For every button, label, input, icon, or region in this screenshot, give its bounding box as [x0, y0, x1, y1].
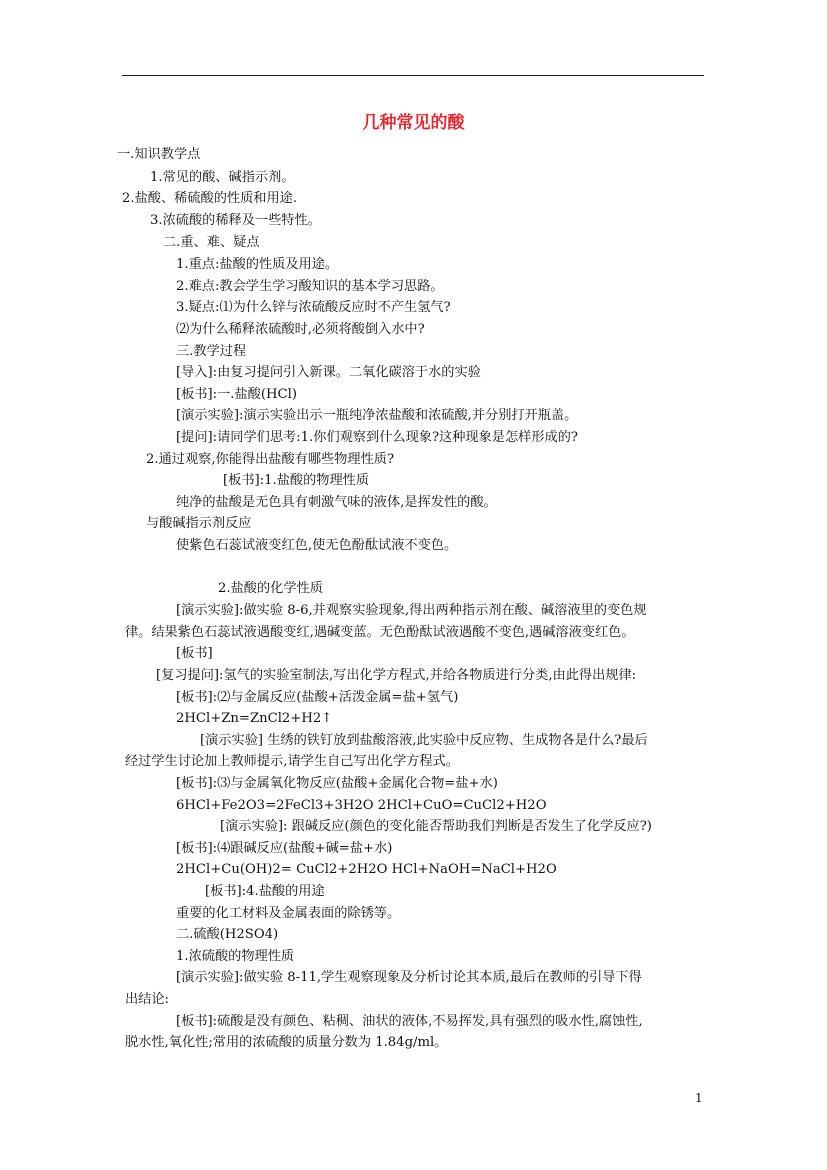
document-title: 几种常见的酸	[362, 113, 465, 133]
text-line: [演示实验]:演示实验出示一瓶纯净浓盐酸和浓硫酸,并分别打开瓶盖。	[176, 408, 578, 423]
text-line: 2HCl+Cu(OH)2= CuCl2+2H2O HCl+NaOH=NaCl+H2O	[176, 862, 557, 877]
text-line: 经过学生讨论加上教师提示,请学生自己写出化学方程式。	[125, 754, 459, 769]
text-line: 3.疑点:⑴为什么锌与浓硫酸反应时不产生氢气?	[176, 300, 451, 315]
text-line: 2.通过观察,你能得出盐酸有哪些物理性质?	[146, 452, 395, 467]
text-line: [板书]:一.盐酸(HCl)	[176, 387, 297, 402]
text-line: 3.浓硫酸的稀释及一些特性。	[150, 213, 321, 228]
text-line: 二.重、难、疑点	[163, 235, 260, 250]
text-line: [演示实验] 生绣的铁钉放到盐酸溶液,此实验中反应物、生成物各是什么?最后	[200, 733, 648, 748]
text-line: 1.重点:盐酸的性质及用途。	[176, 257, 339, 272]
text-line: [板书]:⑷跟碱反应(盐酸+碱=盐+水)	[176, 841, 393, 856]
text-line: [导入]:由复习提问引入新课。二氧化碳溶于水的实验	[176, 365, 481, 380]
text-line: 二.硫酸(H2SO4)	[176, 927, 279, 942]
text-line: 一.知识教学点	[117, 147, 201, 162]
text-line: [板书]	[176, 646, 213, 661]
text-line: 律。结果紫色石蕊试液遇酸变红,遇碱变蓝。无色酚酞试液遇酸不变色,遇碱溶液变红色。	[125, 625, 635, 640]
text-line: [复习提问]:氢气的实验室制法,写出化学方程式,并给各物质进行分类,由此得出规律:	[156, 668, 637, 683]
text-line: 1.常见的酸、碱指示剂。	[150, 170, 295, 185]
text-line: [演示实验]:做实验 8-6,并观察实验现象,得出两种指示剂在酸、碱溶液里的变色规	[176, 603, 647, 618]
text-line: [板书]:⑶与金属氧化物反应(盐酸+金属化合物=盐+水)	[176, 776, 498, 791]
header-rule	[122, 75, 704, 76]
text-line: 2.难点:教会学生学习酸知识的基本学习思路。	[176, 279, 444, 294]
text-line: 2.盐酸的化学性质	[218, 581, 323, 596]
text-line: [板书]:⑵与金属反应(盐酸+活泼金属=盐+氢气)	[176, 690, 459, 705]
text-line: [提问]:请同学们思考:1.你们观察到什么现象?这种现象是怎样形成的?	[176, 430, 578, 445]
text-line: 出结论:	[125, 992, 170, 1007]
text-line: [板书]:硫酸是没有颜色、粘稠、油状的液体,不易挥发,具有强烈的吸水性,腐蚀性,	[176, 1014, 643, 1029]
text-line: [演示实验]: 跟碱反应(颜色的变化能否帮助我们判断是否发生了化学反应?)	[220, 819, 652, 834]
text-line: 2.盐酸、稀硫酸的性质和用途.	[122, 191, 298, 206]
text-line: 2HCl+Zn=ZnCl2+H2↑	[176, 711, 333, 726]
text-line: 三.教学过程	[176, 344, 247, 359]
text-line: [演示实验]:做实验 8-11,学生观察现象及分析讨论其本质,最后在教师的引导下得	[176, 970, 642, 985]
text-line: 重要的化工材料及金属表面的除锈等。	[176, 906, 401, 921]
page-number: 1	[695, 1091, 703, 1105]
text-line: ⑵为什么稀释浓硫酸时,必须将酸倒入水中?	[176, 322, 425, 337]
text-line: [板书]:4.盐酸的用途	[205, 884, 325, 899]
text-line: 1.浓硫酸的物理性质	[176, 949, 295, 964]
text-line: 纯净的盐酸是无色具有刺激气味的液体,是挥发性的酸。	[176, 495, 497, 510]
text-line: 6HCl+Fe2O3=2FeCl3+3H2O 2HCl+CuO=CuCl2+H2O	[176, 798, 547, 813]
text-line: 脱水性,氧化性;常用的浓硫酸的质量分数为 1.84g/ml。	[125, 1035, 448, 1050]
text-line: 与酸碱指示剂反应	[146, 516, 252, 531]
text-line: 使紫色石蕊试液变红色,使无色酚酞试液不变色。	[176, 538, 458, 553]
text-line: [板书]:1.盐酸的物理性质	[223, 473, 370, 488]
